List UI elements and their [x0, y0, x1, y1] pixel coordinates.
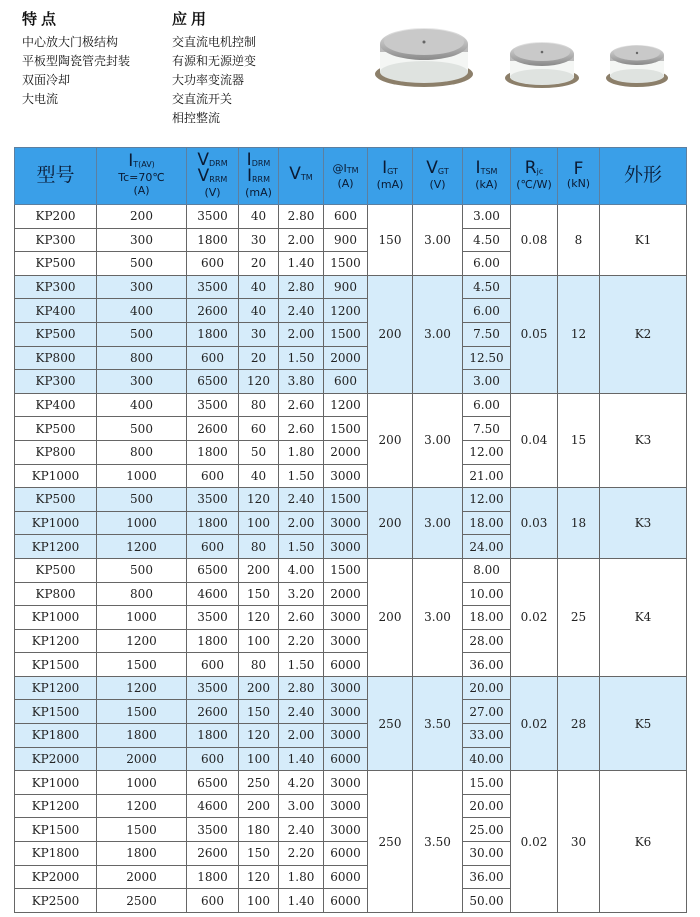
cell-itm: 1500 [324, 558, 368, 582]
cell-it-avg: 1800 [97, 842, 187, 866]
cell-vgt: 3.00 [413, 558, 463, 676]
cell-idrm: 80 [239, 393, 279, 417]
col-header-model: 型号 [15, 148, 97, 205]
cell-it-avg: 1500 [97, 653, 187, 677]
cell-itm: 3000 [324, 676, 368, 700]
cell-idrm: 40 [239, 299, 279, 323]
cell-vtm: 2.40 [279, 818, 324, 842]
cell-vtm: 2.80 [279, 205, 324, 229]
cell-vdrm: 3500 [187, 818, 239, 842]
cell-it-avg: 800 [97, 440, 187, 464]
table-row [15, 771, 687, 795]
cell-model: KP800 [15, 440, 97, 464]
cell-idrm: 40 [239, 464, 279, 488]
cell-model: KP1800 [15, 724, 97, 748]
cell-idrm: 30 [239, 322, 279, 346]
cell-it-avg: 500 [97, 417, 187, 441]
cell-vdrm: 1800 [187, 511, 239, 535]
cell-vdrm: 600 [187, 747, 239, 771]
cell-itm: 3000 [324, 629, 368, 653]
cell-model: KP2000 [15, 865, 97, 889]
cell-model: KP300 [15, 275, 97, 299]
cell-vdrm: 2600 [187, 842, 239, 866]
cell-it-avg: 2000 [97, 865, 187, 889]
cell-it-avg: 2000 [97, 747, 187, 771]
cell-vdrm: 1800 [187, 724, 239, 748]
cell-idrm: 80 [239, 535, 279, 559]
cell-idrm: 100 [239, 889, 279, 913]
cell-vtm: 2.00 [279, 322, 324, 346]
cell-itsm: 21.00 [463, 464, 511, 488]
cell-it-avg: 1800 [97, 724, 187, 748]
cell-model: KP1500 [15, 700, 97, 724]
cell-vtm: 2.00 [279, 511, 324, 535]
cell-itm: 3000 [324, 818, 368, 842]
cell-itm: 900 [324, 275, 368, 299]
cell-vgt: 3.00 [413, 393, 463, 487]
cell-model: KP500 [15, 322, 97, 346]
cell-it-avg: 300 [97, 228, 187, 252]
spec-group [15, 676, 687, 770]
cell-vdrm: 1800 [187, 228, 239, 252]
cell-vtm: 2.60 [279, 606, 324, 630]
cell-model: KP1500 [15, 653, 97, 677]
cell-itm: 3000 [324, 794, 368, 818]
cell-model: KP800 [15, 582, 97, 606]
col-header-vgt: $V_{GT}$ (V) [413, 148, 463, 205]
cell-itsm: 33.00 [463, 724, 511, 748]
col-header-force: F (kN) [558, 148, 600, 205]
cell-idrm: 100 [239, 747, 279, 771]
cell-vgt: 3.50 [413, 676, 463, 770]
cell-vdrm: 3500 [187, 488, 239, 512]
cell-itm: 3000 [324, 771, 368, 795]
cell-idrm: 120 [239, 865, 279, 889]
cell-model: KP1800 [15, 842, 97, 866]
table-row [15, 488, 687, 512]
table-row [15, 275, 687, 299]
cell-rjc: 0.08 [511, 205, 558, 276]
cell-vgt: 3.50 [413, 771, 463, 913]
cell-itm: 6000 [324, 865, 368, 889]
cell-itm: 2000 [324, 582, 368, 606]
cell-it-avg: 500 [97, 322, 187, 346]
cell-model: KP200 [15, 205, 97, 229]
cell-vdrm: 600 [187, 889, 239, 913]
table-row [15, 205, 687, 229]
cell-idrm: 200 [239, 676, 279, 700]
cell-model: KP1000 [15, 606, 97, 630]
cell-vgt: 3.00 [413, 275, 463, 393]
cell-itm: 6000 [324, 889, 368, 913]
col-header-itsm: $I_{TSM}$ (kA) [463, 148, 511, 205]
cell-vdrm: 6500 [187, 558, 239, 582]
cell-idrm: 50 [239, 440, 279, 464]
cell-vtm: 1.50 [279, 346, 324, 370]
cell-itsm: 27.00 [463, 700, 511, 724]
cell-idrm: 60 [239, 417, 279, 441]
cell-itm: 600 [324, 370, 368, 394]
cell-rjc: 0.04 [511, 393, 558, 487]
cell-idrm: 120 [239, 724, 279, 748]
cell-it-avg: 500 [97, 558, 187, 582]
cell-it-avg: 1500 [97, 700, 187, 724]
cell-itsm: 7.50 [463, 322, 511, 346]
cell-model: KP2500 [15, 889, 97, 913]
cell-vgt: 3.00 [413, 488, 463, 559]
application-item: 交直流开关 [172, 92, 233, 106]
cell-vdrm: 4600 [187, 794, 239, 818]
cell-itsm: 10.00 [463, 582, 511, 606]
cell-it-avg: 800 [97, 346, 187, 370]
cell-itsm: 6.00 [463, 252, 511, 276]
cell-vtm: 3.80 [279, 370, 324, 394]
cell-vdrm: 600 [187, 252, 239, 276]
cell-idrm: 100 [239, 629, 279, 653]
cell-vtm: 3.20 [279, 582, 324, 606]
cell-force: 12 [558, 275, 600, 393]
cell-vdrm: 600 [187, 346, 239, 370]
cell-idrm: 120 [239, 488, 279, 512]
cell-itm: 3000 [324, 464, 368, 488]
cell-itm: 3000 [324, 535, 368, 559]
cell-vdrm: 3500 [187, 205, 239, 229]
cell-itsm: 3.00 [463, 205, 511, 229]
feature-item: 双面冷却 [22, 73, 71, 87]
spec-table [14, 147, 687, 913]
cell-idrm: 180 [239, 818, 279, 842]
cell-model: KP2000 [15, 747, 97, 771]
table-row [15, 393, 687, 417]
cell-idrm: 120 [239, 606, 279, 630]
cell-itm: 3000 [324, 724, 368, 748]
cell-it-avg: 2500 [97, 889, 187, 913]
cell-idrm: 20 [239, 252, 279, 276]
cell-itsm: 12.00 [463, 440, 511, 464]
application-item: 相控整流 [172, 111, 221, 125]
application-item: 交直流电机控制 [172, 35, 257, 49]
cell-force: 25 [558, 558, 600, 676]
cell-it-avg: 500 [97, 252, 187, 276]
cell-itm: 900 [324, 228, 368, 252]
cell-model: KP1000 [15, 771, 97, 795]
cell-vtm: 1.80 [279, 865, 324, 889]
cell-igt: 200 [368, 393, 413, 487]
cell-it-avg: 800 [97, 582, 187, 606]
cell-itm: 2000 [324, 346, 368, 370]
cell-idrm: 100 [239, 511, 279, 535]
cell-model: KP1200 [15, 676, 97, 700]
cell-vdrm: 2600 [187, 299, 239, 323]
cell-itsm: 4.50 [463, 228, 511, 252]
cell-vtm: 2.00 [279, 228, 324, 252]
cell-itsm: 12.00 [463, 488, 511, 512]
cell-vtm: 1.40 [279, 747, 324, 771]
cell-vtm: 2.00 [279, 724, 324, 748]
cell-itsm: 50.00 [463, 889, 511, 913]
cell-idrm: 200 [239, 558, 279, 582]
cell-itm: 6000 [324, 842, 368, 866]
cell-it-avg: 200 [97, 205, 187, 229]
cell-vdrm: 1800 [187, 865, 239, 889]
spec-group [15, 393, 687, 487]
cell-it-avg: 1500 [97, 818, 187, 842]
cell-model: KP1200 [15, 794, 97, 818]
cell-itsm: 36.00 [463, 653, 511, 677]
cell-it-avg: 500 [97, 488, 187, 512]
cell-vtm: 1.50 [279, 535, 324, 559]
cell-outline: K1 [600, 205, 687, 276]
applications-title: 应用 [172, 10, 211, 28]
spec-group [15, 488, 687, 559]
cell-itsm: 6.00 [463, 393, 511, 417]
cell-itm: 6000 [324, 747, 368, 771]
cell-idrm: 30 [239, 228, 279, 252]
cell-vgt: 3.00 [413, 205, 463, 276]
cell-vdrm: 600 [187, 464, 239, 488]
cell-idrm: 120 [239, 370, 279, 394]
cell-itsm: 12.50 [463, 346, 511, 370]
cell-it-avg: 400 [97, 299, 187, 323]
cell-vdrm: 1800 [187, 440, 239, 464]
cell-model: KP1200 [15, 629, 97, 653]
spec-group [15, 275, 687, 393]
cell-force: 28 [558, 676, 600, 770]
cell-model: KP1200 [15, 535, 97, 559]
features-title: 特点 [22, 10, 61, 28]
cell-itsm: 6.00 [463, 299, 511, 323]
cell-igt: 200 [368, 488, 413, 559]
cell-itm: 1500 [324, 252, 368, 276]
cell-outline: K2 [600, 275, 687, 393]
cell-vtm: 2.80 [279, 275, 324, 299]
cell-itsm: 7.50 [463, 417, 511, 441]
cell-vtm: 4.00 [279, 558, 324, 582]
cell-rjc: 0.03 [511, 488, 558, 559]
cell-idrm: 20 [239, 346, 279, 370]
cell-vdrm: 600 [187, 653, 239, 677]
cell-idrm: 40 [239, 275, 279, 299]
spec-group [15, 771, 687, 913]
cell-vtm: 3.00 [279, 794, 324, 818]
feature-item: 中心放大门极结构 [22, 35, 119, 49]
cell-rjc: 0.05 [511, 275, 558, 393]
cell-idrm: 200 [239, 794, 279, 818]
cell-itsm: 4.50 [463, 275, 511, 299]
thyristor-disc-medium-image [503, 34, 581, 92]
cell-vtm: 1.50 [279, 653, 324, 677]
cell-vtm: 2.40 [279, 700, 324, 724]
cell-rjc: 0.02 [511, 558, 558, 676]
feature-item: 大电流 [22, 92, 59, 106]
cell-it-avg: 1000 [97, 511, 187, 535]
cell-vdrm: 6500 [187, 771, 239, 795]
cell-force: 30 [558, 771, 600, 913]
cell-vtm: 1.40 [279, 889, 324, 913]
cell-idrm: 150 [239, 582, 279, 606]
cell-force: 8 [558, 205, 600, 276]
cell-model: KP800 [15, 346, 97, 370]
table-row [15, 558, 687, 582]
cell-it-avg: 300 [97, 275, 187, 299]
col-header-vdrm: $V_{DRM}$ $V_{RRM}$ (V) [187, 148, 239, 205]
cell-it-avg: 1200 [97, 535, 187, 559]
spec-group [15, 558, 687, 676]
col-header-rjc: $R_{jc}$ (℃/W) [511, 148, 558, 205]
cell-vdrm: 4600 [187, 582, 239, 606]
features-section [22, 8, 130, 109]
cell-itm: 1200 [324, 393, 368, 417]
col-header-igt: $I_{GT}$ (mA) [368, 148, 413, 205]
cell-itsm: 36.00 [463, 865, 511, 889]
cell-it-avg: 1000 [97, 464, 187, 488]
cell-vdrm: 1800 [187, 322, 239, 346]
cell-model: KP500 [15, 417, 97, 441]
cell-itm: 3000 [324, 606, 368, 630]
cell-vtm: 2.60 [279, 417, 324, 441]
cell-vtm: 2.20 [279, 842, 324, 866]
application-item: 有源和无源逆变 [172, 54, 257, 68]
cell-force: 18 [558, 488, 600, 559]
cell-it-avg: 1200 [97, 629, 187, 653]
cell-itsm: 28.00 [463, 629, 511, 653]
thyristor-disc-large-image [372, 18, 476, 90]
cell-itsm: 3.00 [463, 370, 511, 394]
cell-rjc: 0.02 [511, 676, 558, 770]
cell-igt: 200 [368, 558, 413, 676]
cell-itm: 3000 [324, 511, 368, 535]
cell-itsm: 25.00 [463, 818, 511, 842]
cell-vtm: 2.60 [279, 393, 324, 417]
cell-itsm: 15.00 [463, 771, 511, 795]
cell-rjc: 0.02 [511, 771, 558, 913]
col-header-itm: $@I_{TM}$ (A) [324, 148, 368, 205]
cell-it-avg: 1000 [97, 771, 187, 795]
cell-outline: K4 [600, 558, 687, 676]
cell-it-avg: 400 [97, 393, 187, 417]
cell-model: KP1000 [15, 511, 97, 535]
cell-itsm: 18.00 [463, 511, 511, 535]
cell-itsm: 18.00 [463, 606, 511, 630]
cell-itm: 6000 [324, 653, 368, 677]
cell-itm: 600 [324, 205, 368, 229]
cell-vdrm: 2600 [187, 417, 239, 441]
cell-vdrm: 3500 [187, 606, 239, 630]
application-item: 大功率变流器 [172, 73, 245, 87]
cell-idrm: 80 [239, 653, 279, 677]
col-header-idrm: $I_{DRM}$ $I_{RRM}$ (mA) [239, 148, 279, 205]
cell-it-avg: 1200 [97, 676, 187, 700]
cell-igt: 250 [368, 676, 413, 770]
cell-model: KP500 [15, 558, 97, 582]
cell-outline: K6 [600, 771, 687, 913]
col-header-vtm: $V_{TM}$ [279, 148, 324, 205]
cell-vtm: 2.40 [279, 488, 324, 512]
cell-itsm: 30.00 [463, 842, 511, 866]
cell-it-avg: 1200 [97, 794, 187, 818]
cell-idrm: 250 [239, 771, 279, 795]
cell-model: KP1500 [15, 818, 97, 842]
cell-itm: 1500 [324, 322, 368, 346]
cell-itm: 1200 [324, 299, 368, 323]
cell-vtm: 2.40 [279, 299, 324, 323]
cell-model: KP300 [15, 370, 97, 394]
feature-item: 平板型陶瓷管壳封装 [22, 54, 131, 68]
cell-model: KP1000 [15, 464, 97, 488]
cell-itsm: 20.00 [463, 676, 511, 700]
cell-vdrm: 1800 [187, 629, 239, 653]
cell-itm: 3000 [324, 700, 368, 724]
cell-it-avg: 1000 [97, 606, 187, 630]
cell-model: KP400 [15, 393, 97, 417]
cell-vdrm: 3500 [187, 393, 239, 417]
cell-igt: 250 [368, 771, 413, 913]
cell-igt: 200 [368, 275, 413, 393]
cell-outline: K3 [600, 488, 687, 559]
header-row [15, 148, 687, 205]
cell-itm: 1500 [324, 488, 368, 512]
cell-model: KP400 [15, 299, 97, 323]
thyristor-disc-small-image [604, 38, 670, 90]
cell-vdrm: 2600 [187, 700, 239, 724]
cell-vdrm: 3500 [187, 275, 239, 299]
applications-section [172, 8, 256, 128]
cell-idrm: 40 [239, 205, 279, 229]
table-row [15, 676, 687, 700]
cell-model: KP500 [15, 252, 97, 276]
cell-itsm: 40.00 [463, 747, 511, 771]
col-header-outline: 外形 [600, 148, 687, 205]
spec-group [15, 205, 687, 276]
cell-vtm: 2.20 [279, 629, 324, 653]
cell-itm: 2000 [324, 440, 368, 464]
cell-vtm: 1.40 [279, 252, 324, 276]
cell-force: 15 [558, 393, 600, 487]
cell-itsm: 24.00 [463, 535, 511, 559]
cell-idrm: 150 [239, 842, 279, 866]
cell-itsm: 20.00 [463, 794, 511, 818]
cell-outline: K3 [600, 393, 687, 487]
cell-itm: 1500 [324, 417, 368, 441]
cell-vtm: 1.80 [279, 440, 324, 464]
cell-igt: 150 [368, 205, 413, 276]
cell-outline: K5 [600, 676, 687, 770]
cell-vdrm: 600 [187, 535, 239, 559]
cell-model: KP500 [15, 488, 97, 512]
col-header-it: $I_{T(AV)}$ Tc=70℃ (A) [97, 148, 187, 205]
cell-itsm: 8.00 [463, 558, 511, 582]
cell-model: KP300 [15, 228, 97, 252]
cell-vdrm: 6500 [187, 370, 239, 394]
cell-it-avg: 300 [97, 370, 187, 394]
cell-vtm: 2.80 [279, 676, 324, 700]
cell-vtm: 4.20 [279, 771, 324, 795]
cell-vtm: 1.50 [279, 464, 324, 488]
cell-vdrm: 3500 [187, 676, 239, 700]
cell-idrm: 150 [239, 700, 279, 724]
